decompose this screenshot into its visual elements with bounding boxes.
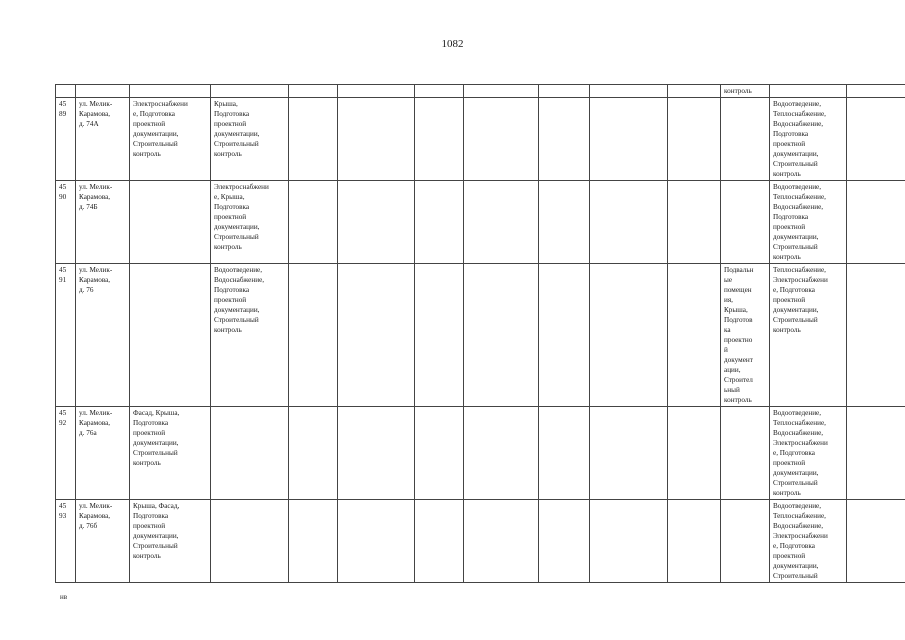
table-cell [770, 85, 847, 98]
table-cell [847, 85, 905, 98]
table-cell [464, 181, 539, 264]
table-cell: Подвальн ые помещен ия, Крыша, Подготов ка проектно й документ ации, Строител ьный контроль [721, 264, 770, 407]
row-number: 45 89 [56, 98, 76, 181]
table-cell [211, 407, 289, 500]
table-cell [847, 181, 905, 264]
table-cell [338, 500, 415, 583]
table-cell [415, 85, 464, 98]
table-cell [464, 85, 539, 98]
table-cell: Фасад, Крыша, Подготовка проектной документации, Строительный контроль [130, 407, 211, 500]
table-cell: Водоотведение, Теплоснабжение, Водоснабжение, Электроснабжени е, Подготовка проектной документации, Строительный [770, 500, 847, 583]
table-cell [464, 98, 539, 181]
table-cell [464, 264, 539, 407]
table-cell: Электроснабжени е, Крыша, Подготовка проектной документации, Строительный контроль [211, 181, 289, 264]
row-address: ул. Мелик- Карамова, д. 76б [76, 500, 130, 583]
table-cell [76, 85, 130, 98]
table-cell [590, 181, 668, 264]
row-number: 45 93 [56, 500, 76, 583]
table-cell [130, 85, 211, 98]
table-cell [668, 98, 721, 181]
table-row [56, 264, 905, 407]
row-number: 45 91 [56, 264, 76, 407]
table-cell [668, 85, 721, 98]
table-cell [539, 181, 590, 264]
table-cell [721, 181, 770, 264]
table-cell [289, 407, 338, 500]
table-cell [415, 407, 464, 500]
footer-mark: нв [60, 593, 68, 601]
table-cell [415, 98, 464, 181]
table-cell [847, 264, 905, 407]
table-cell [590, 407, 668, 500]
table-cell: Водоотведение, Теплоснабжение, Водоснабжение, Подготовка проектной документации, Строительный контроль [770, 181, 847, 264]
table-cell [415, 264, 464, 407]
table-row-continued [56, 85, 905, 98]
table-cell [130, 181, 211, 264]
table-cell [590, 500, 668, 583]
table-cell [847, 407, 905, 500]
table-cell [56, 85, 76, 98]
table-cell [590, 264, 668, 407]
table-cell [847, 500, 905, 583]
row-number: 45 92 [56, 407, 76, 500]
row-address: ул. Мелик- Карамова, д. 74Б [76, 181, 130, 264]
table-row [56, 98, 905, 181]
table-cell [539, 500, 590, 583]
row-address: ул. Мелик- Карамова, д. 74А [76, 98, 130, 181]
table-cell [847, 98, 905, 181]
table-cell [289, 85, 338, 98]
page-number: 1082 [441, 38, 464, 50]
table-cell: Водоотведение, Водоснабжение, Подготовка проектной документации, Строительный контроль [211, 264, 289, 407]
table-cell [338, 264, 415, 407]
table-cell [289, 264, 338, 407]
table-cell [211, 85, 289, 98]
repair-schedule-table [55, 84, 905, 583]
table-cell: контроль [721, 85, 770, 98]
table-cell: Теплоснабжение, Электроснабжени е, Подготовка проектной документации, Строительный контроль [770, 264, 847, 407]
table-cell [130, 264, 211, 407]
table-cell [211, 500, 289, 583]
table-cell [415, 181, 464, 264]
table-cell [338, 407, 415, 500]
table-cell [464, 407, 539, 500]
table-cell [539, 98, 590, 181]
table-cell: Крыша, Подготовка проектной документации, Строительный контроль [211, 98, 289, 181]
table-cell [539, 264, 590, 407]
table-cell [539, 85, 590, 98]
table-cell [415, 500, 464, 583]
row-address: ул. Мелик- Карамова, д. 76а [76, 407, 130, 500]
table-cell [668, 407, 721, 500]
table-row [56, 407, 905, 500]
table-cell [338, 85, 415, 98]
table-cell [668, 181, 721, 264]
table-cell: Электроснабжени е, Подготовка проектной документации, Строительный контроль [130, 98, 211, 181]
table-row [56, 500, 905, 583]
table-cell [289, 98, 338, 181]
table-cell [338, 181, 415, 264]
table-cell [721, 98, 770, 181]
table-cell [668, 264, 721, 407]
table-cell [721, 500, 770, 583]
table-cell [464, 500, 539, 583]
table-cell [721, 407, 770, 500]
table-cell [668, 500, 721, 583]
table-cell [590, 98, 668, 181]
table-cell: Водоотведение, Теплоснабжение, Водоснабжение, Электроснабжени е, Подготовка проектной документации, Строительный контроль [770, 407, 847, 500]
table-cell: Крыша, Фасад, Подготовка проектной документации, Строительный контроль [130, 500, 211, 583]
row-address: ул. Мелик- Карамова, д. 76 [76, 264, 130, 407]
table-cell [289, 500, 338, 583]
row-number: 45 90 [56, 181, 76, 264]
table-cell [590, 85, 668, 98]
table-cell: Водоотведение, Теплоснабжение, Водоснабжение, Подготовка проектной документации, Строительный контроль [770, 98, 847, 181]
table-cell [539, 407, 590, 500]
table-row [56, 181, 905, 264]
table-cell [338, 98, 415, 181]
table-cell [289, 181, 338, 264]
